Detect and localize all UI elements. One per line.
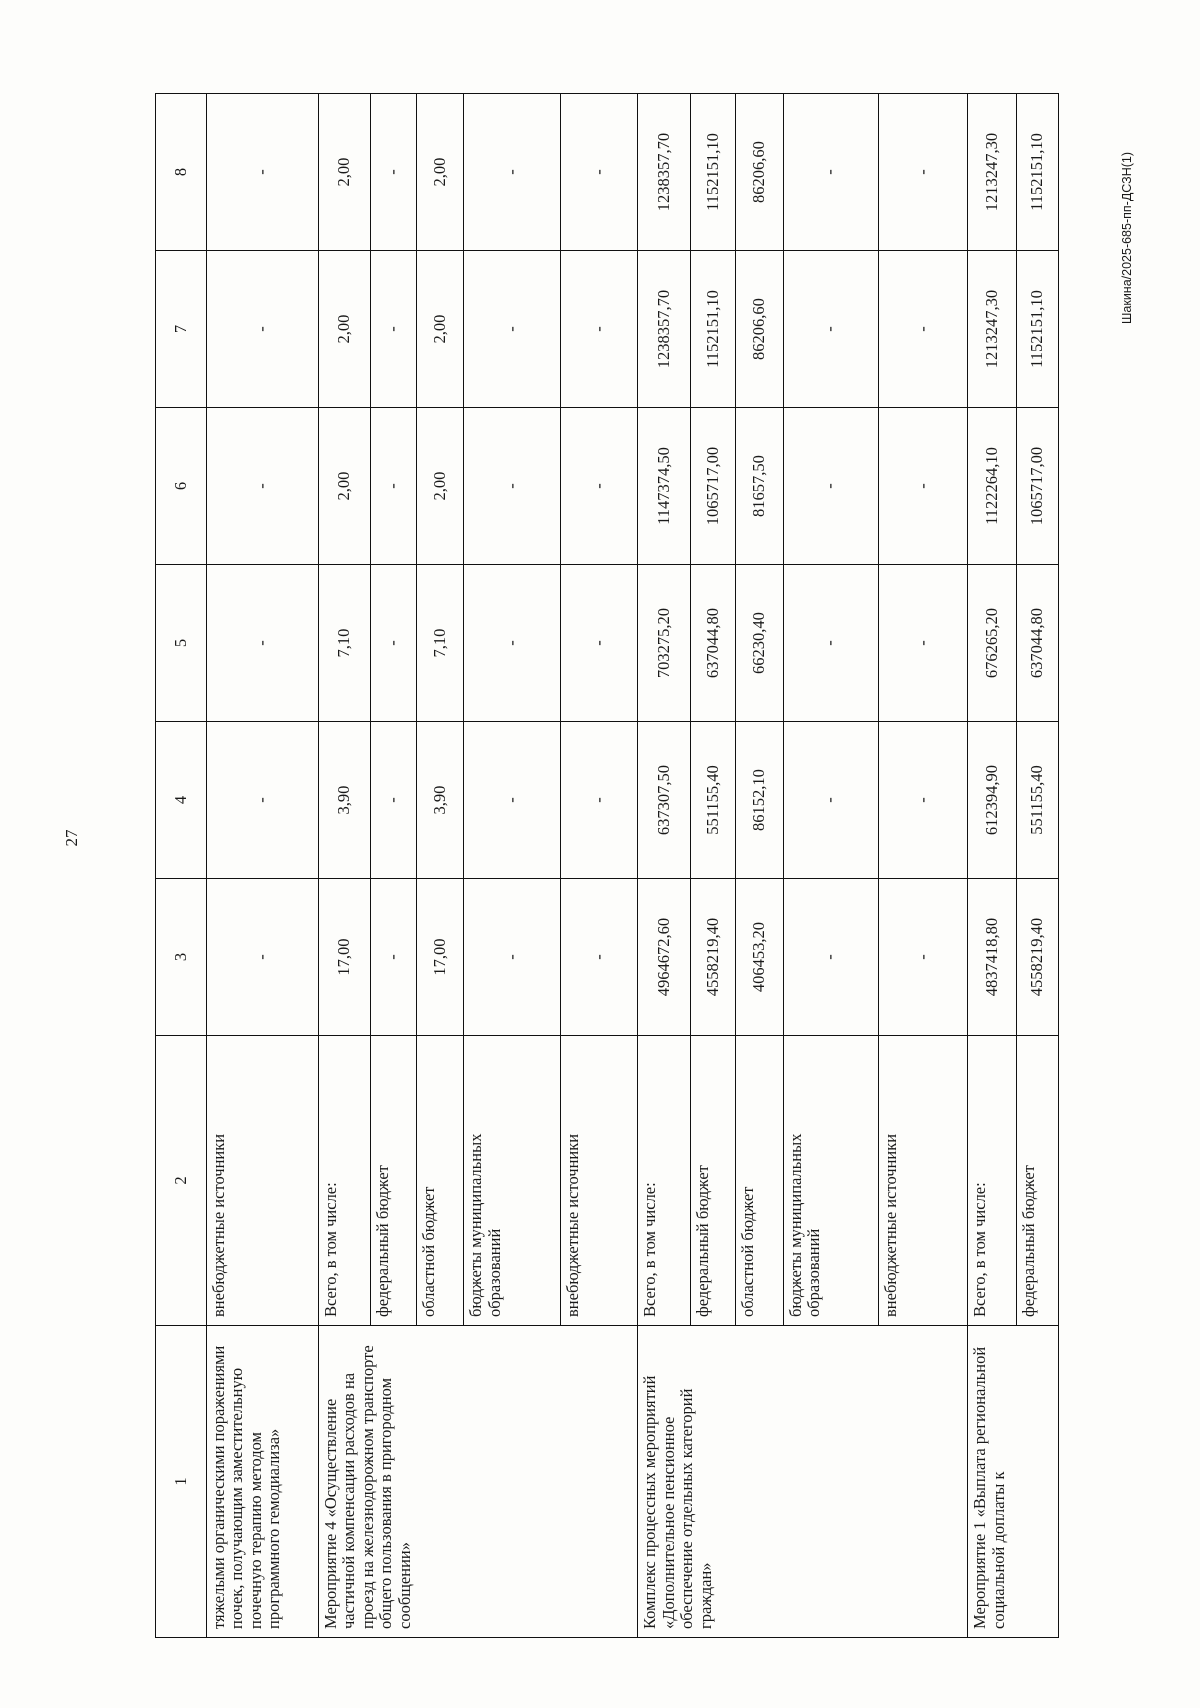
table-row — [968, 94, 1017, 1638]
page-number: 27 — [62, 829, 81, 847]
value-cell: 1152151,10 — [1016, 251, 1058, 408]
value-cell: 7,10 — [416, 565, 463, 722]
value-cell: - — [207, 879, 319, 1036]
value-cell: 1147374,50 — [638, 408, 691, 565]
value-cell: 1213247,30 — [968, 94, 1017, 251]
value-cell: - — [371, 722, 416, 879]
funding-source-cell: бюджеты муниципальных образований — [464, 1036, 561, 1326]
value-cell: 1213247,30 — [968, 251, 1017, 408]
value-cell: - — [783, 565, 878, 722]
value-cell: 637044,80 — [1016, 565, 1058, 722]
value-cell: - — [371, 251, 416, 408]
value-cell: 17,00 — [416, 879, 463, 1036]
funding-source-cell: областной бюджет — [736, 1036, 783, 1326]
value-cell: 1238357,70 — [638, 251, 691, 408]
value-cell: - — [561, 565, 638, 722]
funding-source-cell: внебюджетные источники — [878, 1036, 968, 1326]
value-cell: 1152151,10 — [690, 94, 735, 251]
value-cell: 2,00 — [318, 251, 371, 408]
funding-source-cell: федеральный бюджет — [1016, 1036, 1058, 1326]
measure-name-cell: тяжелыми органическими поражениями почек, получающим заместительную почечную терапию методом программного гемодиализа» — [207, 1326, 319, 1638]
value-cell: 86206,60 — [736, 251, 783, 408]
value-cell: 637044,80 — [690, 565, 735, 722]
value-cell: - — [207, 565, 319, 722]
value-cell: 66230,40 — [736, 565, 783, 722]
column-header: 4 — [156, 722, 207, 879]
value-cell: 637307,50 — [638, 722, 691, 879]
measure-name-cell: Мероприятие 4 «Осуществление частичной компенсации расходов на проезд на железнодорожном транспорте общего пользования в пригородном сообщении» — [318, 1326, 637, 1638]
value-cell: 81657,50 — [736, 408, 783, 565]
value-cell: 2,00 — [416, 408, 463, 565]
value-cell: - — [561, 408, 638, 565]
funding-source-cell: Всего, в том числе: — [638, 1036, 691, 1326]
value-cell: 1122264,10 — [968, 408, 1017, 565]
value-cell: - — [464, 565, 561, 722]
value-cell: 86206,60 — [736, 94, 783, 251]
value-cell: 551155,40 — [1016, 722, 1058, 879]
value-cell: - — [783, 94, 878, 251]
value-cell: 4558219,40 — [1016, 879, 1058, 1036]
funding-source-cell: областной бюджет — [416, 1036, 463, 1326]
value-cell: - — [464, 722, 561, 879]
value-cell: 612394,90 — [968, 722, 1017, 879]
value-cell: 703275,20 — [638, 565, 691, 722]
table-row — [207, 94, 319, 1638]
value-cell: 676265,20 — [968, 565, 1017, 722]
column-header: 8 — [156, 94, 207, 251]
column-header: 3 — [156, 879, 207, 1036]
funding-source-cell: федеральный бюджет — [690, 1036, 735, 1326]
funding-source-cell: внебюджетные источники — [207, 1036, 319, 1326]
value-cell: - — [878, 251, 968, 408]
value-cell: 3,90 — [416, 722, 463, 879]
value-cell: - — [207, 94, 319, 251]
value-cell: 1152151,10 — [690, 251, 735, 408]
value-cell: - — [371, 565, 416, 722]
value-cell: - — [207, 722, 319, 879]
value-cell: - — [783, 251, 878, 408]
value-cell: 1065717,00 — [1016, 408, 1058, 565]
value-cell: 17,00 — [318, 879, 371, 1036]
value-cell: 4558219,40 — [690, 879, 735, 1036]
value-cell: - — [561, 722, 638, 879]
value-cell: - — [371, 408, 416, 565]
table-row — [638, 94, 691, 1638]
value-cell: - — [783, 879, 878, 1036]
value-cell: 3,90 — [318, 722, 371, 879]
funding-source-cell: Всего, в том числе: — [968, 1036, 1017, 1326]
value-cell: - — [464, 251, 561, 408]
value-cell: 1065717,00 — [690, 408, 735, 565]
budget-table — [155, 93, 1059, 1638]
value-cell: 4837418,80 — [968, 879, 1017, 1036]
value-cell: - — [207, 251, 319, 408]
value-cell: 7,10 — [318, 565, 371, 722]
value-cell: - — [464, 879, 561, 1036]
value-cell: 2,00 — [318, 408, 371, 565]
value-cell: - — [561, 94, 638, 251]
value-cell: - — [371, 94, 416, 251]
header-row — [156, 94, 207, 1638]
value-cell: - — [878, 565, 968, 722]
column-header: 5 — [156, 565, 207, 722]
value-cell: - — [561, 251, 638, 408]
rotated-table-container — [155, 95, 1059, 1638]
value-cell: - — [207, 408, 319, 565]
value-cell: 86152,10 — [736, 722, 783, 879]
value-cell: - — [878, 94, 968, 251]
document-footer-code: Шакина/2025-685-пп-ДСЗН(1) — [1120, 151, 1134, 325]
value-cell: 551155,40 — [690, 722, 735, 879]
value-cell: - — [464, 94, 561, 251]
measure-name-cell: Комплекс процессных мероприятий «Дополнительное пенсионное обеспечение отдельных категорий граждан» — [638, 1326, 968, 1638]
value-cell: - — [783, 408, 878, 565]
value-cell: - — [371, 879, 416, 1036]
table-row — [318, 94, 371, 1638]
value-cell: 1238357,70 — [638, 94, 691, 251]
value-cell: - — [878, 408, 968, 565]
funding-source-cell: федеральный бюджет — [371, 1036, 416, 1326]
funding-source-cell: внебюджетные источники — [561, 1036, 638, 1326]
value-cell: 2,00 — [318, 94, 371, 251]
value-cell: - — [561, 879, 638, 1036]
funding-source-cell: Всего, в том числе: — [318, 1036, 371, 1326]
column-header: 6 — [156, 408, 207, 565]
value-cell: 406453,20 — [736, 879, 783, 1036]
value-cell: 1152151,10 — [1016, 94, 1058, 251]
funding-source-cell: бюджеты муниципальных образований — [783, 1036, 878, 1326]
value-cell: - — [878, 879, 968, 1036]
value-cell: 2,00 — [416, 94, 463, 251]
measure-name-cell: Мероприятие 1 «Выплата региональной социальной доплаты к — [968, 1326, 1059, 1638]
value-cell: - — [878, 722, 968, 879]
value-cell: 2,00 — [416, 251, 463, 408]
value-cell: - — [464, 408, 561, 565]
value-cell: - — [783, 722, 878, 879]
column-header: 1 — [156, 1326, 207, 1638]
value-cell: 4964672,60 — [638, 879, 691, 1036]
column-header: 2 — [156, 1036, 207, 1326]
column-header: 7 — [156, 251, 207, 408]
